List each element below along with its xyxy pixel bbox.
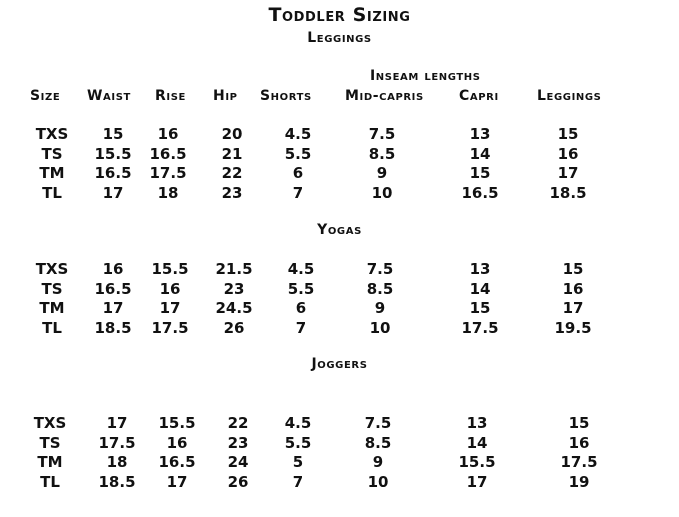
table-row [0, 453, 679, 471]
table-cell: 16 [157, 125, 179, 143]
table-row [0, 125, 679, 143]
table-cell: TS [41, 144, 63, 163]
table-cell: 15 [102, 125, 124, 143]
table-cell: 15 [469, 164, 491, 182]
table-cell: TM [39, 299, 65, 317]
table-cell: 16 [159, 279, 181, 298]
table-cell: 17 [102, 299, 124, 317]
table-cell: TXS [35, 125, 69, 143]
table-cell: 10 [367, 472, 389, 491]
table-cell: 26 [223, 318, 245, 337]
table-cell: 20 [221, 125, 243, 143]
table-cell: 15.5 [458, 453, 496, 471]
table-row [0, 319, 679, 337]
table-cell: 14 [466, 433, 488, 452]
table-cell: 18.5 [98, 472, 136, 491]
table-cell: 16 [102, 260, 124, 278]
table-cell: 16.5 [94, 164, 132, 182]
table-cell: 17.5 [461, 318, 499, 337]
table-cell: 7.5 [368, 125, 396, 143]
table-cell: 15.5 [151, 260, 189, 278]
table-cell: 15 [562, 260, 584, 278]
table-cell: 13 [466, 414, 488, 432]
table-cell: TL [42, 183, 62, 202]
table-cell: 7 [292, 183, 304, 202]
table-cell: 14 [469, 144, 491, 163]
table-cell: 7.5 [366, 260, 394, 278]
table-cell: 16.5 [149, 144, 187, 163]
column-header-rise: Rise [155, 88, 186, 104]
table-cell: 18 [106, 453, 128, 471]
table-cell: TXS [35, 260, 69, 278]
table-cell: 9 [374, 299, 386, 317]
table-cell: 16.5 [94, 279, 132, 298]
table-cell: 16 [568, 433, 590, 452]
table-cell: 17 [466, 472, 488, 491]
table-row [0, 260, 679, 278]
table-cell: 21.5 [215, 260, 253, 278]
table-row [0, 145, 679, 163]
table-cell: 23 [227, 433, 249, 452]
column-header-leggings: Leggings [537, 88, 602, 104]
table-cell: 17.5 [560, 453, 598, 471]
table-cell: 19.5 [554, 318, 592, 337]
table-cell: 8.5 [364, 433, 392, 452]
column-header-mid-capris: Mid-capris [345, 88, 424, 104]
table-cell: 16 [562, 279, 584, 298]
table-cell: 21 [221, 144, 243, 163]
table-cell: 22 [227, 414, 249, 432]
table-cell: 18.5 [549, 183, 587, 202]
column-header-hip: Hip [213, 88, 238, 104]
table-cell: TL [42, 318, 62, 337]
table-cell: 5.5 [287, 279, 315, 298]
table-cell: 9 [372, 453, 384, 471]
table-cell: 22 [221, 164, 243, 182]
table-cell: 4.5 [284, 414, 312, 432]
table-cell: 7 [292, 472, 304, 491]
table-cell: 18.5 [94, 318, 132, 337]
table-cell: TS [41, 279, 63, 298]
inseam-lengths-label: Inseam lengths [370, 68, 481, 84]
column-header-shorts: Shorts [260, 88, 312, 104]
column-header-waist: Waist [87, 88, 131, 104]
table-cell: 9 [376, 164, 388, 182]
table-row [0, 299, 679, 317]
table-cell: 19 [568, 472, 590, 491]
table-cell: 7 [295, 318, 307, 337]
table-cell: 26 [227, 472, 249, 491]
table-row [0, 280, 679, 298]
table-cell: 7.5 [364, 414, 392, 432]
table-cell: 10 [371, 183, 393, 202]
table-row [0, 434, 679, 452]
table-cell: TM [39, 164, 65, 182]
table-cell: TS [39, 433, 61, 452]
table-cell: 10 [369, 318, 391, 337]
table-cell: 17 [562, 299, 584, 317]
table-cell: 15 [469, 299, 491, 317]
table-cell: 5 [292, 453, 304, 471]
table-cell: 8.5 [366, 279, 394, 298]
table-cell: 8.5 [368, 144, 396, 163]
table-cell: 15.5 [94, 144, 132, 163]
table-cell: 16.5 [461, 183, 499, 202]
table-cell: 5.5 [284, 433, 312, 452]
table-cell: TL [40, 472, 60, 491]
section-title-joggers: Joggers [311, 356, 368, 372]
table-cell: 5.5 [284, 144, 312, 163]
table-cell: 17.5 [151, 318, 189, 337]
table-cell: 18 [157, 183, 179, 202]
page-title: Toddler Sizing [268, 4, 411, 26]
table-row [0, 164, 679, 182]
table-cell: TM [37, 453, 63, 471]
column-header-size: Size [30, 88, 61, 104]
table-cell: 17 [557, 164, 579, 182]
table-cell: 24 [227, 453, 249, 471]
table-cell: 13 [469, 125, 491, 143]
table-cell: 17 [166, 472, 188, 491]
table-cell: 17 [102, 183, 124, 202]
table-cell: 4.5 [284, 125, 312, 143]
table-cell: 15 [557, 125, 579, 143]
table-cell: 15 [568, 414, 590, 432]
table-cell: 14 [469, 279, 491, 298]
table-cell: 23 [223, 279, 245, 298]
section-title-yogas: Yogas [317, 222, 362, 238]
table-row [0, 473, 679, 491]
table-cell: 23 [221, 183, 243, 202]
table-cell: 6 [292, 164, 304, 182]
table-row [0, 414, 679, 432]
table-cell: 13 [469, 260, 491, 278]
section-title-leggings: Leggings [307, 30, 372, 46]
table-cell: 17.5 [149, 164, 187, 182]
table-cell: 6 [295, 299, 307, 317]
table-cell: 17 [106, 414, 128, 432]
table-cell: TXS [33, 414, 67, 432]
table-cell: 4.5 [287, 260, 315, 278]
column-header-capri: Capri [459, 88, 499, 104]
table-cell: 16 [166, 433, 188, 452]
table-cell: 17.5 [98, 433, 136, 452]
table-cell: 15.5 [158, 414, 196, 432]
table-cell: 17 [159, 299, 181, 317]
table-cell: 16.5 [158, 453, 196, 471]
table-row [0, 184, 679, 202]
table-cell: 24.5 [215, 299, 253, 317]
table-cell: 16 [557, 144, 579, 163]
